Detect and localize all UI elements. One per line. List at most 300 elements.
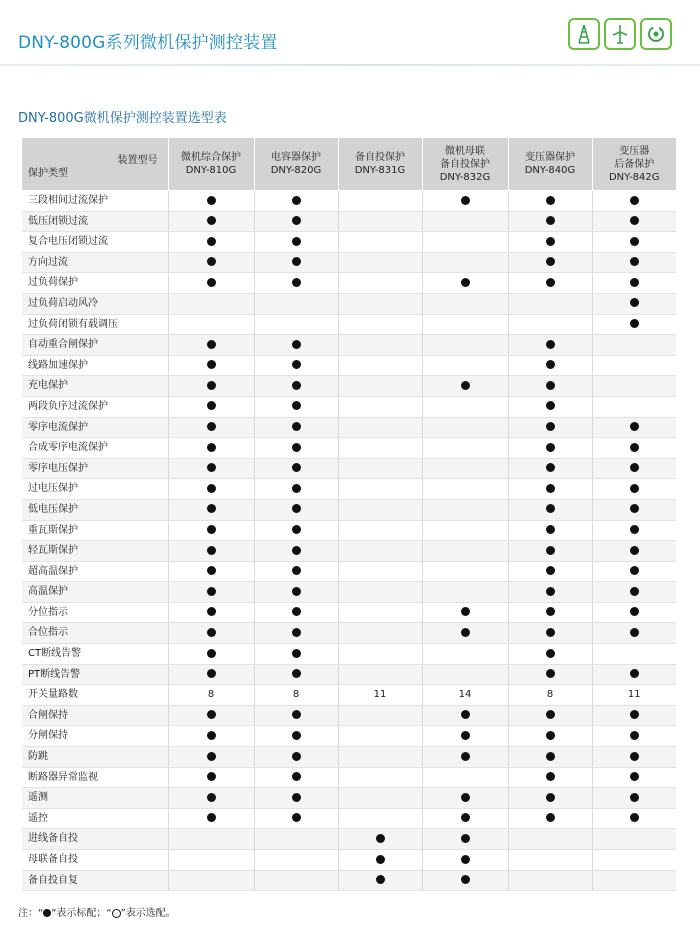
table-cell [422, 520, 508, 541]
table-cell [508, 438, 592, 459]
table-cell [338, 396, 422, 417]
table-cell [592, 541, 676, 562]
standard-dot-icon [546, 710, 555, 719]
standard-dot-icon [292, 710, 301, 719]
standard-dot-icon [207, 607, 216, 616]
standard-dot-icon [292, 196, 301, 205]
table-row [22, 396, 676, 417]
protection-type-label: 超高温保护 [22, 561, 168, 582]
standard-dot-icon [461, 710, 470, 719]
table-row [22, 273, 676, 294]
standard-dot-icon [630, 319, 639, 328]
standard-dot-icon [292, 484, 301, 493]
table-cell [338, 355, 422, 376]
standard-dot-icon [546, 216, 555, 225]
table-cell [254, 232, 338, 253]
table-cell [592, 273, 676, 294]
protection-type-label: 遥测 [22, 788, 168, 809]
corner-header [22, 138, 168, 191]
protection-type-label: 备自投自复 [22, 870, 168, 891]
table-cell [338, 726, 422, 747]
standard-dot-icon [292, 278, 301, 287]
table-header-row [22, 138, 676, 191]
standard-dot-icon [546, 525, 555, 534]
table-cell [338, 438, 422, 459]
standard-dot-icon [292, 566, 301, 575]
protection-type-label: 母联备自投 [22, 850, 168, 871]
table-cell [338, 788, 422, 809]
table-cell [592, 664, 676, 685]
standard-dot-icon [292, 422, 301, 431]
table-cell [168, 438, 254, 459]
table-cell [338, 191, 422, 212]
standard-dot-icon [546, 649, 555, 658]
standard-dot-icon [546, 381, 555, 390]
table-cell [338, 561, 422, 582]
recycle-icon [640, 18, 672, 50]
standard-dot-icon [207, 463, 216, 472]
table-row [22, 644, 676, 665]
standard-dot-icon [630, 793, 639, 802]
table-cell [254, 623, 338, 644]
table-cell [508, 623, 592, 644]
table-cell [254, 520, 338, 541]
table-cell [168, 335, 254, 356]
protection-type-label: CT断线告警 [22, 644, 168, 665]
protection-type-label: 断路器异常监视 [22, 767, 168, 788]
table-cell [422, 314, 508, 335]
protection-type-label: 重瓦斯保护 [22, 520, 168, 541]
header-divider [0, 64, 700, 66]
standard-dot-icon [461, 628, 470, 637]
table-cell [254, 582, 338, 603]
standard-dot-icon [207, 793, 216, 802]
table-row [22, 355, 676, 376]
table-row [22, 314, 676, 335]
table-cell [168, 582, 254, 603]
standard-dot-icon [207, 649, 216, 658]
table-cell [508, 664, 592, 685]
standard-dot-icon [292, 525, 301, 534]
standard-dot-icon [292, 463, 301, 472]
table-cell [338, 767, 422, 788]
table-cell [422, 829, 508, 850]
table-cell [338, 829, 422, 850]
table-cell [508, 808, 592, 829]
table-cell [508, 293, 592, 314]
table-row [22, 788, 676, 809]
table-cell [254, 458, 338, 479]
standard-dot-icon [207, 484, 216, 493]
table-cell [338, 335, 422, 356]
standard-dot-icon [376, 855, 385, 864]
table-cell [254, 747, 338, 768]
table-cell [168, 829, 254, 850]
table-row [22, 211, 676, 232]
table-cell [508, 314, 592, 335]
page-title: DNY-800G系列微机保护测控装置 [18, 33, 278, 53]
table-cell [254, 705, 338, 726]
standard-dot-icon [207, 422, 216, 431]
standard-dot-icon [207, 772, 216, 781]
standard-dot-icon [292, 443, 301, 452]
standard-dot-icon [207, 710, 216, 719]
standard-dot-icon [630, 566, 639, 575]
protection-type-label: PT断线告警 [22, 664, 168, 685]
standard-dot-icon [292, 752, 301, 761]
table-cell [422, 191, 508, 212]
standard-dot-icon [546, 422, 555, 431]
table-cell [338, 479, 422, 500]
table-row [22, 829, 676, 850]
table-cell [168, 541, 254, 562]
table-cell [422, 355, 508, 376]
table-cell [254, 273, 338, 294]
protection-type-label: 低压闭锁过流 [22, 211, 168, 232]
standard-dot-icon [292, 360, 301, 369]
table-cell [592, 335, 676, 356]
table-row [22, 602, 676, 623]
standard-dot-icon [630, 525, 639, 534]
table-cell [168, 355, 254, 376]
table-row [22, 582, 676, 603]
table-cell [508, 396, 592, 417]
table-cell [592, 417, 676, 438]
table-cell [338, 870, 422, 891]
standard-dot-icon [292, 381, 301, 390]
standard-dot-icon [207, 278, 216, 287]
table-cell [338, 211, 422, 232]
standard-dot-icon [207, 237, 216, 246]
table-cell [168, 747, 254, 768]
column-header: 微机综合保护 DNY-810G [168, 138, 254, 191]
table-row [22, 870, 676, 891]
table-cell [508, 850, 592, 871]
standard-dot-icon [546, 628, 555, 637]
table-cell [338, 623, 422, 644]
standard-dot-icon [546, 401, 555, 410]
table-cell [508, 747, 592, 768]
table-cell [338, 520, 422, 541]
wind-turbine-icon [604, 18, 636, 50]
table-cell [508, 561, 592, 582]
standard-dot-icon [292, 813, 301, 822]
standard-dot-icon [292, 731, 301, 740]
table-row [22, 499, 676, 520]
standard-dot-icon [292, 504, 301, 513]
table-cell [168, 664, 254, 685]
table-cell [338, 664, 422, 685]
column-header: 变压器保护 DNY-840G [508, 138, 592, 191]
table-body [22, 191, 676, 891]
table-cell [168, 458, 254, 479]
standard-dot-icon [207, 196, 216, 205]
table-cell [592, 561, 676, 582]
table-cell [168, 252, 254, 273]
table-cell [168, 602, 254, 623]
standard-dot-icon [292, 216, 301, 225]
standard-dot-icon [546, 587, 555, 596]
table-row [22, 808, 676, 829]
table-cell [422, 417, 508, 438]
standard-dot-icon [630, 443, 639, 452]
standard-dot-icon [43, 909, 51, 917]
table-cell [508, 644, 592, 665]
column-header: 变压器 后备保护 DNY-842G [592, 138, 676, 191]
standard-dot-icon [207, 360, 216, 369]
table-cell [508, 829, 592, 850]
table-cell [508, 788, 592, 809]
table-cell [168, 273, 254, 294]
standard-dot-icon [207, 504, 216, 513]
standard-dot-icon [630, 298, 639, 307]
table-cell [508, 211, 592, 232]
table-cell [338, 376, 422, 397]
table-cell [422, 602, 508, 623]
table-cell [168, 788, 254, 809]
table-cell [338, 417, 422, 438]
legend-note: 注：“ ”表示标配；“ ”表示选配。 [18, 908, 176, 919]
table-cell [592, 396, 676, 417]
standard-dot-icon [461, 196, 470, 205]
table-cell [592, 602, 676, 623]
table-cell [338, 705, 422, 726]
table-cell [592, 767, 676, 788]
table-cell [254, 788, 338, 809]
table-row [22, 561, 676, 582]
table-cell [338, 499, 422, 520]
table-cell [254, 479, 338, 500]
table-cell [422, 541, 508, 562]
standard-dot-icon [292, 237, 301, 246]
tower-icon [568, 18, 600, 50]
protection-type-label: 高温保护 [22, 582, 168, 603]
table-cell [338, 582, 422, 603]
table-cell [508, 252, 592, 273]
protection-type-label: 零序电压保护 [22, 458, 168, 479]
table-cell [168, 396, 254, 417]
standard-dot-icon [461, 793, 470, 802]
table-cell [422, 850, 508, 871]
table-cell [592, 788, 676, 809]
protection-type-label: 合成零序电流保护 [22, 438, 168, 459]
table-cell [508, 870, 592, 891]
standard-dot-icon [292, 587, 301, 596]
standard-dot-icon [630, 504, 639, 513]
table-cell [422, 232, 508, 253]
standard-dot-icon [461, 278, 470, 287]
protection-type-label: 分闸保持 [22, 726, 168, 747]
table-row [22, 438, 676, 459]
standard-dot-icon [630, 422, 639, 431]
protection-type-label: 线路加速保护 [22, 355, 168, 376]
table-cell: 11 [592, 685, 676, 706]
standard-dot-icon [630, 463, 639, 472]
standard-dot-icon [546, 484, 555, 493]
table-cell [168, 520, 254, 541]
table-row [22, 705, 676, 726]
table-cell: 8 [168, 685, 254, 706]
table-cell [254, 664, 338, 685]
table-cell: 14 [422, 685, 508, 706]
table-cell [254, 829, 338, 850]
table-cell [338, 644, 422, 665]
standard-dot-icon [546, 813, 555, 822]
table-cell [168, 623, 254, 644]
standard-dot-icon [461, 875, 470, 884]
table-cell [592, 520, 676, 541]
protection-type-label: 过负荷保护 [22, 273, 168, 294]
table-cell [168, 376, 254, 397]
table-cell [422, 705, 508, 726]
table-cell [168, 191, 254, 212]
protection-type-label: 合闸保持 [22, 705, 168, 726]
table-cell [254, 396, 338, 417]
standard-dot-icon [546, 196, 555, 205]
protection-type-label: 低电压保护 [22, 499, 168, 520]
table-cell [422, 664, 508, 685]
standard-dot-icon [376, 834, 385, 843]
table-cell [592, 458, 676, 479]
table-cell [508, 705, 592, 726]
table-cell [254, 541, 338, 562]
protection-type-label: 过负荷启动风冷 [22, 293, 168, 314]
table-cell [254, 335, 338, 356]
standard-dot-icon [461, 752, 470, 761]
table-cell [422, 335, 508, 356]
table-cell [338, 293, 422, 314]
table-cell [508, 232, 592, 253]
standard-dot-icon [207, 257, 216, 266]
protection-type-label: 复合电压闭锁过流 [22, 232, 168, 253]
table-cell [254, 376, 338, 397]
table-cell [168, 644, 254, 665]
table-cell [168, 314, 254, 335]
table-cell [592, 644, 676, 665]
table-row [22, 458, 676, 479]
table-cell [422, 293, 508, 314]
standard-dot-icon [461, 834, 470, 843]
table-cell [592, 870, 676, 891]
standard-dot-icon [207, 216, 216, 225]
table-cell [592, 376, 676, 397]
standard-dot-icon [546, 257, 555, 266]
table-cell [422, 438, 508, 459]
table-cell [422, 644, 508, 665]
protection-type-label: 自动重合闸保护 [22, 335, 168, 356]
table-row [22, 767, 676, 788]
table-cell [592, 850, 676, 871]
standard-dot-icon [546, 607, 555, 616]
table-row [22, 850, 676, 871]
standard-dot-icon [376, 875, 385, 884]
table-cell [168, 870, 254, 891]
table-cell [592, 232, 676, 253]
standard-dot-icon [546, 793, 555, 802]
standard-dot-icon [292, 607, 301, 616]
table-cell [422, 808, 508, 829]
standard-dot-icon [461, 855, 470, 864]
protection-type-label: 零序电流保护 [22, 417, 168, 438]
standard-dot-icon [546, 772, 555, 781]
protection-type-label: 轻瓦斯保护 [22, 541, 168, 562]
table-cell [422, 458, 508, 479]
corner-type-label: 保护类型 [28, 168, 68, 179]
table-cell [254, 767, 338, 788]
table-cell [592, 582, 676, 603]
table-cell [422, 273, 508, 294]
table-cell [508, 417, 592, 438]
table-cell [338, 602, 422, 623]
standard-dot-icon [546, 752, 555, 761]
standard-dot-icon [630, 731, 639, 740]
standard-dot-icon [207, 546, 216, 555]
table-cell [168, 232, 254, 253]
standard-dot-icon [207, 443, 216, 452]
table-cell [254, 438, 338, 459]
standard-dot-icon [546, 566, 555, 575]
table-cell [508, 376, 592, 397]
table-row [22, 232, 676, 253]
standard-dot-icon [630, 216, 639, 225]
table-cell [338, 458, 422, 479]
table-cell [254, 561, 338, 582]
table-row [22, 376, 676, 397]
table-cell [254, 314, 338, 335]
corner-model-label: 装置型号 [117, 155, 158, 166]
standard-dot-icon [630, 484, 639, 493]
table-cell [592, 293, 676, 314]
protection-type-label: 三段相间过流保护 [22, 191, 168, 212]
table-cell [338, 252, 422, 273]
table-cell [508, 191, 592, 212]
standard-dot-icon [546, 463, 555, 472]
table-cell [168, 726, 254, 747]
table-cell [254, 870, 338, 891]
table-cell [168, 808, 254, 829]
table-cell [338, 850, 422, 871]
standard-dot-icon [207, 669, 216, 678]
selection-table [22, 138, 676, 891]
table-row [22, 623, 676, 644]
standard-dot-icon [630, 628, 639, 637]
table-row [22, 664, 676, 685]
table-cell [254, 850, 338, 871]
standard-dot-icon [461, 607, 470, 616]
protection-type-label: 遥控 [22, 808, 168, 829]
protection-type-label: 方向过流 [22, 252, 168, 273]
table-cell [254, 252, 338, 273]
table-row [22, 520, 676, 541]
column-header: 备自投保护 DNY-831G [338, 138, 422, 191]
standard-dot-icon [207, 340, 216, 349]
standard-dot-icon [207, 731, 216, 740]
table-cell [168, 417, 254, 438]
protection-type-label: 合位指示 [22, 623, 168, 644]
table-cell [422, 561, 508, 582]
table-cell [254, 417, 338, 438]
standard-dot-icon [630, 278, 639, 287]
table-title: DNY-800G微机保护测控装置选型表 [18, 111, 227, 126]
table-cell [592, 438, 676, 459]
table-cell [592, 252, 676, 273]
standard-dot-icon [630, 710, 639, 719]
table-cell [508, 582, 592, 603]
table-cell [422, 870, 508, 891]
standard-dot-icon [292, 793, 301, 802]
table-cell [422, 211, 508, 232]
table-cell [254, 191, 338, 212]
